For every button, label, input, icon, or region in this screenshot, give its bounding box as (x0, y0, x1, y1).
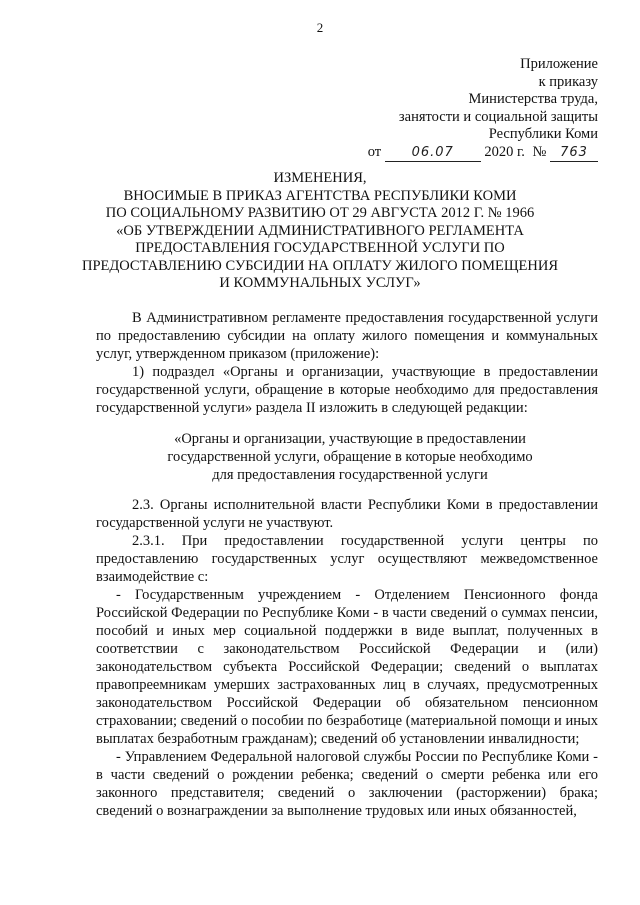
title-line: ПРЕДОСТАВЛЕНИЯ ГОСУДАРСТВЕННОЙ УСЛУГИ ПО (135, 240, 505, 256)
page-number: 2 (316, 20, 324, 35)
title-line: «ОБ УТВЕРЖДЕНИИ АДМИНИСТРАТИВНОГО РЕГЛАМЕНТА (116, 222, 524, 239)
intro-paragraph: В Административном регламенте предоставления государственной услуги по предоставлению субсидии на оплату жилого помещения и коммунальных услуг, утвержденном приказом (приложение): (96, 310, 598, 362)
quote-line: государственной услуги, обращение в которые необходимо (167, 449, 533, 465)
handwritten-number: 763 (560, 144, 588, 160)
quote-block (120, 430, 580, 484)
section-2-3-paragraph: 2.3. Органы исполнительной власти Республики Коми в предоставлении государственной услуги не участвуют. (96, 497, 598, 531)
date-year: 2020 г. (484, 143, 525, 160)
number-prefix: № (532, 143, 547, 160)
title-line: ПО СОЦИАЛЬНОМУ РАЗВИТИЮ ОТ 29 АВГУСТА 2012 Г. № 1966 (105, 205, 535, 221)
date-prefix: от (367, 143, 382, 160)
appendix-line: Приложение (520, 56, 598, 72)
handwritten-date: 06.07 (411, 144, 454, 160)
appendix-line: к приказу (538, 73, 598, 90)
appendix-line: Министерства труда, (468, 91, 598, 107)
title-line: ВНОСИМЫЕ В ПРИКАЗ АГЕНТСТВА РЕСПУБЛИКИ КОМИ (123, 187, 517, 204)
quote-line: «Органы и организации, участвующие в предоставлении (174, 431, 526, 447)
section-2-3-1-paragraph: 2.3.1. При предоставлении государственной услуги центры по предоставлению государственных услуг осуществляют межведомственное взаимодействие с: (96, 533, 598, 585)
quote-line: для предоставления государственной услуги (212, 467, 488, 483)
title-line: И КОММУНАЛЬНЫХ УСЛУГ» (219, 275, 421, 291)
bullet-pension-fund: - Государственным учреждением - Отделением Пенсионного фонда Российской Федерации по Республике Коми - в части сведений о суммах пенсии, пособий и иных мер социальной поддержки в виде выплат, полученных в соответствии с законодательством Российской Федерации и (или) законодательством субъекта Российской Федерации; сведений о выплатах правопреемникам умерших застрахованных лиц в случаях, предусмотренных законодательством Российской Федерации об обязательном пенсионном страховании; сведений о пособии по безработице (материальной помощи и иных выплатах безработным гражданам); сведений об установлении инвалидности; (96, 587, 598, 747)
appendix-date-line (368, 144, 598, 163)
appendix-line: Республики Коми (488, 126, 598, 142)
title-line: ПРЕДОСТАВЛЕНИЮ СУБСИДИИ НА ОПЛАТУ ЖИЛОГО ПОМЕЩЕНИЯ (81, 257, 559, 274)
bullet-tax-service: - Управлением Федеральной налоговой службы России по Республике Коми - в части сведений о рождении ребенка; сведений о смерти ребенка или его законного представителя; сведений о заключении (расторжении) брака; сведений о вознаграждении за выполнение трудовых или иных обязанностей, (96, 749, 598, 819)
appendix-line: занятости и социальной защиты (398, 108, 598, 125)
document-title (0, 170, 640, 293)
title-line: ИЗМЕНЕНИЯ, (273, 170, 367, 186)
item-1-paragraph: 1) подраздел «Органы и организации, участвующие в предоставлении государственной услуги, обращение в которые необходимо для предоставления государственной услуги» раздела II изложить в следующей редакции: (96, 364, 598, 416)
appendix-block (368, 56, 598, 162)
